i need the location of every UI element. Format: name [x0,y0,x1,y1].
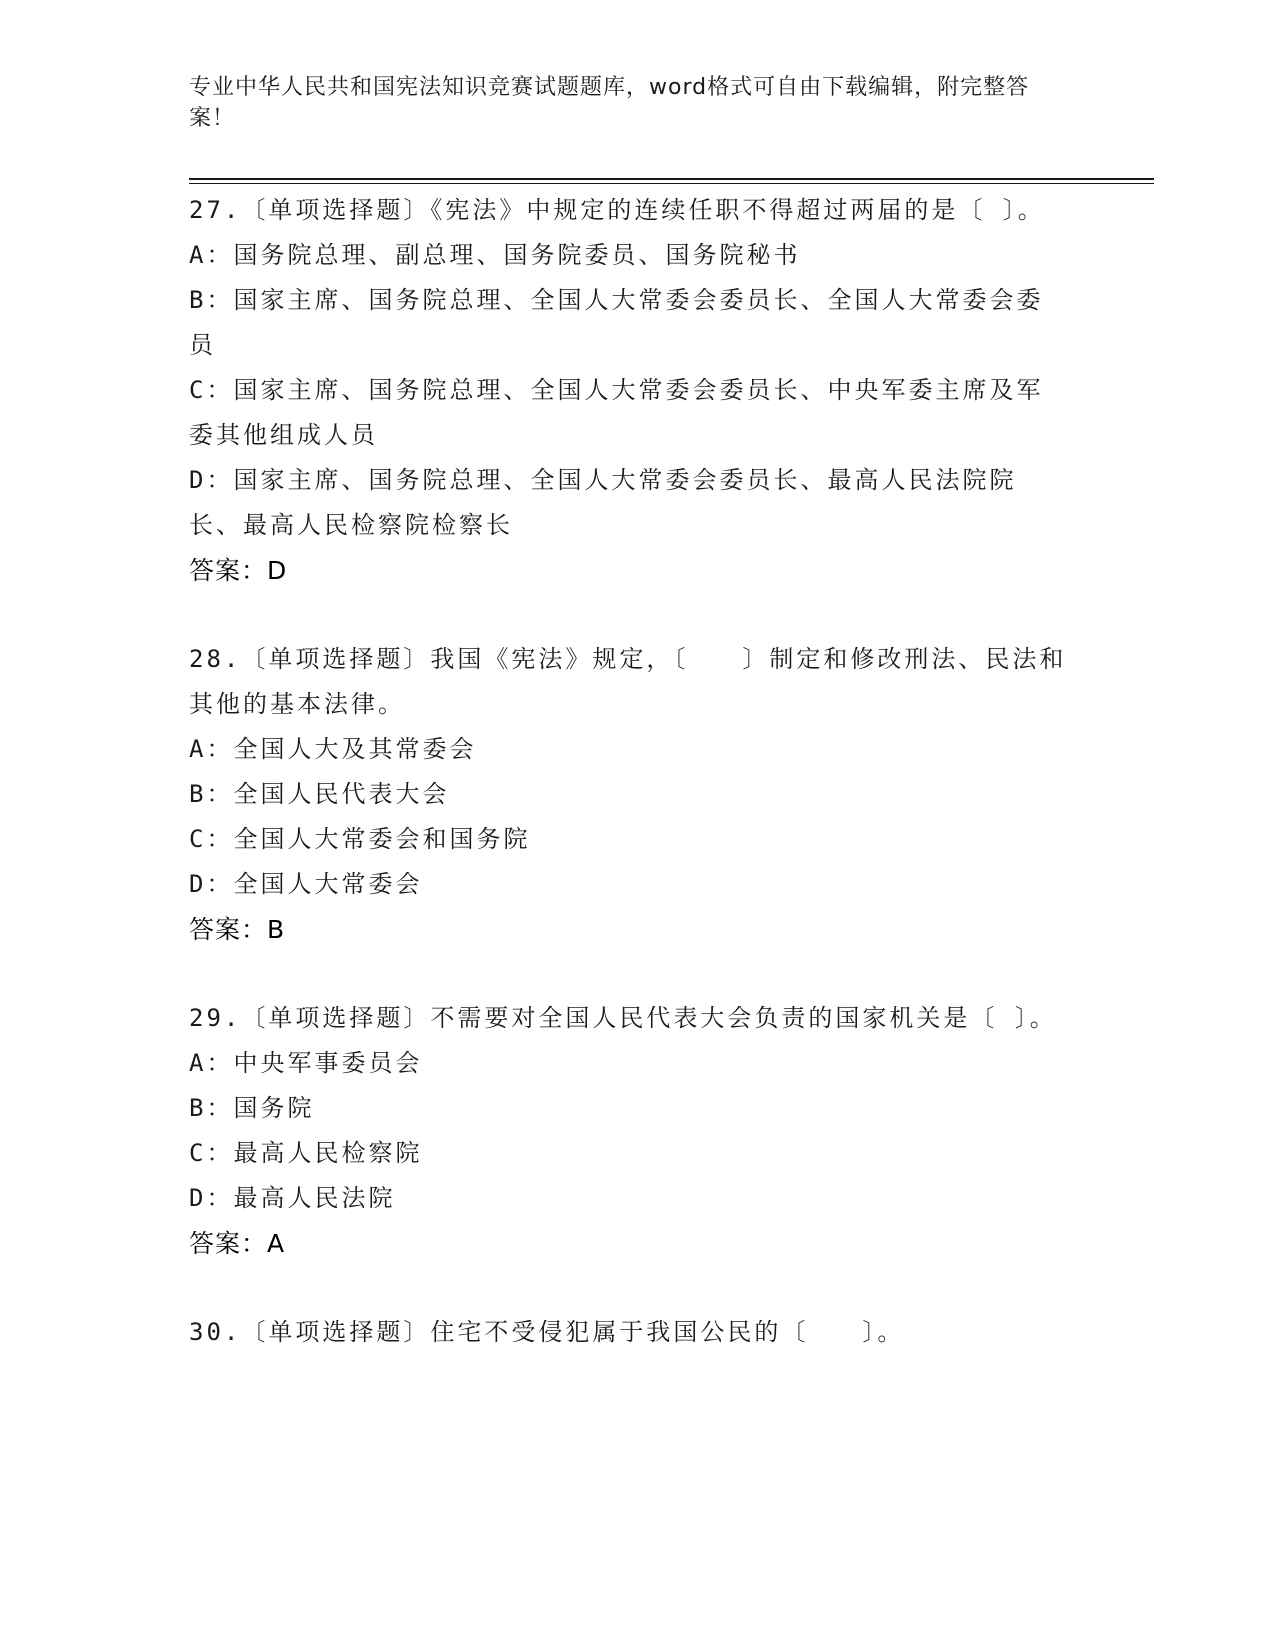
page-header-title: 专业中华人民共和国宪法知识竞赛试题题库，word格式可自由下载编辑，附完整答案！ [189,75,1030,131]
option-b: B：国务院 [189,1094,315,1122]
option-a: A：全国人大及其常委会 [189,735,477,763]
question-29 [189,996,1069,1266]
answer-line: 答案：D [189,556,288,585]
option-d: D：全国人大常委会 [189,870,423,898]
option-a: A：国务院总理、副总理、国务院委员、国务院秘书 [189,241,801,269]
option-d: D：国家主席、国务院总理、全国人大常委会委员长、最高人民法院院长、最高人民检察院检察长 [189,466,1017,539]
question-stem: 30.〔单项选择题〕住宅不受侵犯属于我国公民的〔 〕。 [189,1318,905,1346]
option-b: B：国家主席、国务院总理、全国人大常委会委员长、全国人大常委会委员 [189,286,1044,359]
question-27 [189,188,1069,593]
option-c: C：国家主席、国务院总理、全国人大常委会委员长、中央军委主席及军委其他组成人员 [189,376,1044,449]
header-rule-thin [189,183,1154,184]
question-stem: 29.〔单项选择题〕不需要对全国人民代表大会负责的国家机关是〔 〕。 [189,1004,1057,1032]
question-28 [189,637,1069,952]
question-stem: 27.〔单项选择题〕《宪法》中规定的连续任职不得超过两届的是〔 〕。 [189,196,1045,224]
option-d: D：最高人民法院 [189,1184,396,1212]
question-list [189,188,1069,1355]
option-a: A：中央军事委员会 [189,1049,423,1077]
option-c: C：全国人大常委会和国务院 [189,825,531,853]
question-stem: 28.〔单项选择题〕我国《宪法》规定，〔 〕制定和修改刑法、民法和其他的基本法律。 [189,645,1067,718]
answer-line: 答案：A [189,1229,286,1258]
header-rule-thick [189,178,1154,180]
option-b: B：全国人民代表大会 [189,780,450,808]
question-30 [189,1310,1069,1355]
option-c: C：最高人民检察院 [189,1139,423,1167]
answer-line: 答案：B [189,915,286,944]
